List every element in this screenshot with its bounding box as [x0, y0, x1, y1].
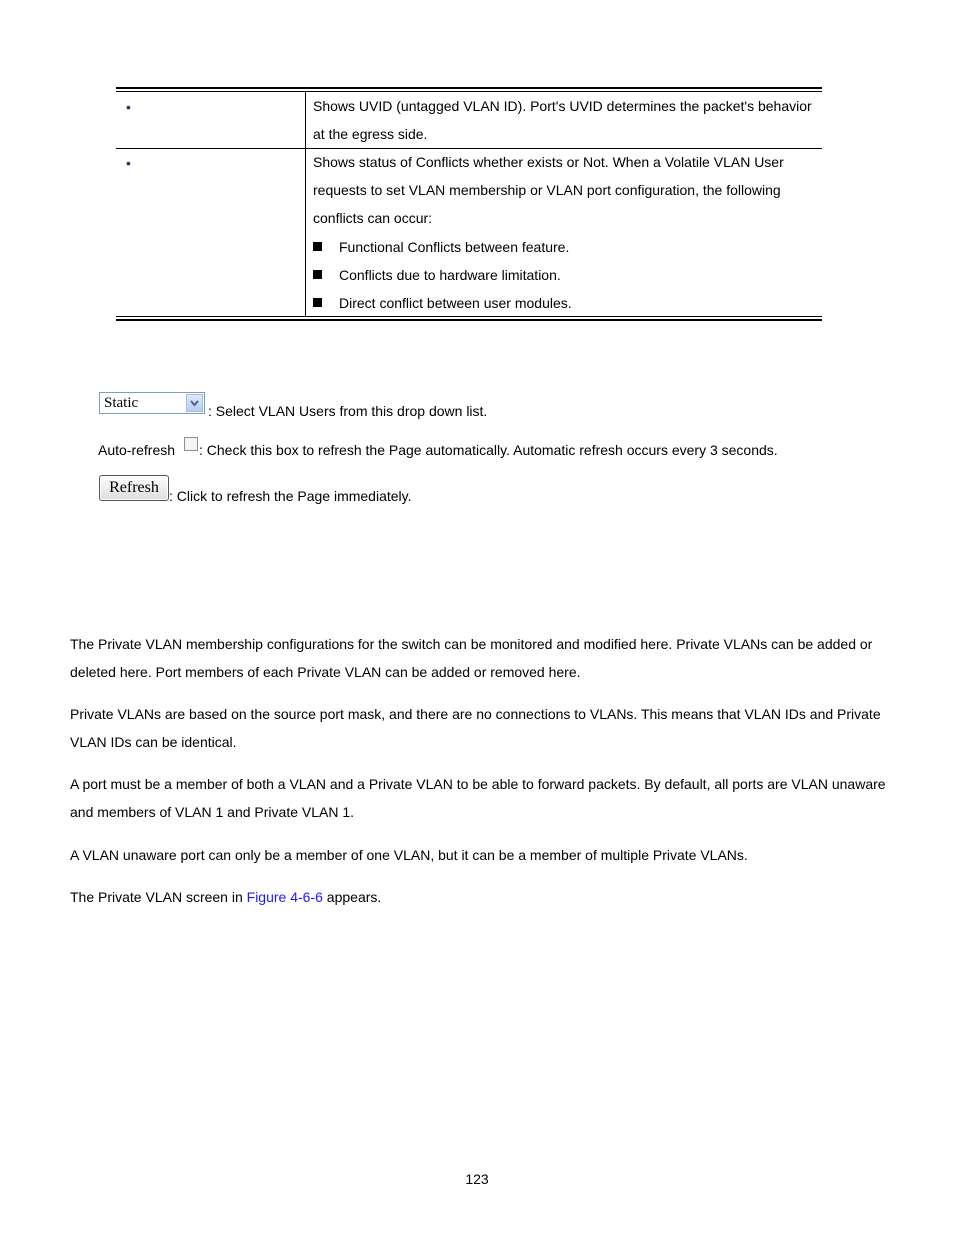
page-number: 123: [465, 1171, 489, 1187]
square-bullet-icon: [313, 298, 322, 307]
refresh-description: : Click to refresh the Page immediately.: [169, 488, 412, 504]
vlan-user-select[interactable]: [99, 392, 205, 414]
auto-refresh-label: Auto-refresh: [98, 442, 176, 458]
list-item: Conflicts due to hardware limitation.: [313, 261, 561, 289]
table-bottom-rule: [116, 319, 822, 321]
table-column-divider: [305, 91, 306, 317]
table-bottom-rule-inner: [116, 316, 822, 317]
uvid-description: Shows UVID (untagged VLAN ID). Port's UVID determines the packet's behavior at the egress side.: [313, 98, 812, 142]
select-description: : Select VLAN Users from this drop down list.: [208, 403, 488, 419]
square-bullet-icon: [313, 242, 322, 251]
conflicts-description: Shows status of Conflicts whether exists or Not. When a Volatile VLAN User requests to set VLAN membership or VLAN port configuration, the following conflicts can occur:: [313, 154, 784, 226]
paragraph: A port must be a member of both a VLAN and a Private VLAN to be able to forward packets. By default, all ports are VLAN unaware and members of VLAN 1 and Private VLAN 1.: [70, 776, 886, 820]
auto-refresh-checkbox[interactable]: [184, 437, 198, 451]
list-item: Functional Conflicts between feature.: [313, 233, 569, 261]
paragraph: Private VLANs are based on the source port mask, and there are no connections to VLANs. This means that VLAN IDs and Private VLAN IDs can be identical.: [70, 706, 881, 750]
refresh-button[interactable]: Refresh: [99, 475, 169, 501]
auto-refresh-description: : Check this box to refresh the Page automatically. Automatic refresh occurs every 3 seconds.: [199, 442, 778, 458]
list-item: Direct conflict between user modules.: [313, 289, 572, 317]
figure-link[interactable]: Figure 4-6-6: [246, 889, 323, 905]
bullet-icon: •: [126, 99, 131, 115]
table-top-rule: [116, 87, 822, 89]
chevron-down-icon[interactable]: [186, 394, 203, 412]
paragraph: The Private VLAN screen in Figure 4-6-6 appears.: [70, 889, 382, 905]
bullet-icon: •: [126, 155, 131, 171]
paragraph: The Private VLAN membership configurations for the switch can be monitored and modified here. Private VLANs can be added or deleted here. Port members of each Private VLAN can be added or removed here.: [70, 636, 873, 680]
square-bullet-icon: [313, 270, 322, 279]
paragraph: A VLAN unaware port can only be a member of one VLAN, but it can be a member of multiple Private VLANs.: [70, 847, 748, 863]
select-value: Static: [104, 395, 139, 411]
